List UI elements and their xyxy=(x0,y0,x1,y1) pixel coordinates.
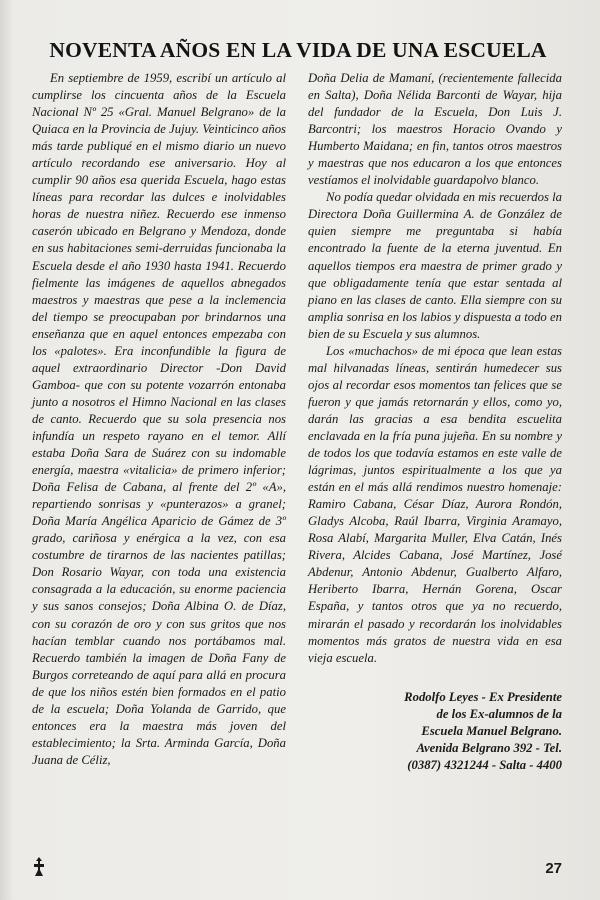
page-number: 27 xyxy=(545,860,562,877)
signature-line: Escuela Manuel Belgrano. xyxy=(421,724,562,739)
column-left xyxy=(32,70,286,870)
signature-line: Rodolfo Leyes - Ex Presidente xyxy=(404,689,562,704)
school-emblem-icon xyxy=(30,856,48,878)
article-body xyxy=(32,70,562,870)
signature-line: (0387) 4321244 - Salta - 4400 xyxy=(407,758,562,773)
paragraph: Los «muchachos» de mi época que lean estas mal hilvanadas líneas, sentirán humedecer sus ojos al recordar esos momentos tan felices que se fueron y que jamás retornarán y ellos, como yo, darán las gracias a esa bendita escuelita enclavada en la fría puna jujeña. En su nombre y de todos los que todavía estamos en este valle de lágrimas, juntos espiritualmente a los que ya están en el más allá rendimos nuestro homenaje: Ramiro Cabana, César Díaz, Aurora Rondón, Gladys Alcoba, Raúl Ibarra, Virginia Aramayo, Rosa Alabí, Margarita Muller, Elva Catán, Inés Rivera, Alcides Cabana, José Martínez, José Abdenur, Antonio Abdenur, Gualberto Alfaro, Heriberto Ibarra, Hernán Gorena, Oscar España, y tantos otros que ya no recuerdo, mirarán el pasado y recordarán los inolvidables momentos más gratos de nuestra vida en esa vieja escuela. xyxy=(308,343,562,665)
article-title: NOVENTA AÑOS EN LA VIDA DE UNA ESCUELA xyxy=(49,38,547,62)
signature-block xyxy=(308,689,562,775)
column-right xyxy=(308,70,562,870)
signature-line: Avenida Belgrano 392 - Tel. xyxy=(416,741,562,756)
paragraph: No podía quedar olvidada en mis recuerdos la Directora Doña Guillermina A. de González de quien siempre me preguntaba si había encontrado la fuente de la eterna juventud. En aquellos tiempos era maestra de primer grado y que obligadamente tenía que estar sentada al piano en las clases de canto. Ella siempre con su amplia sonrisa en los labios y dispuesta a todo en bien de su Escuela y sus alumnos. xyxy=(308,190,562,341)
signature-line: de los Ex-alumnos de la xyxy=(436,706,562,721)
paragraph: En septiembre de 1959, escribí un artículo al cumplirse los cincuenta años de la Escuela Nacional Nº 25 «Gral. Manuel Belgrano» de la Quiaca en la Provincia de Jujuy. Veinticinco años más tarde publiqué en el mismo diario un nuevo artículo recordando ese aniversario. Hoy al cumplir 90 años esa querida Escuela, hago estas líneas para recordar las dulces e inolvidables horas de nuestra niñez. Recuerdo ese inmenso caserón ubicado en Belgrano y Mendoza, donde en sus habitaciones semi-derruidas funcionaba la Escuela desde el año 1930 hasta 1941. Recuerdo fielmente las imágenes de aquellos abnegados maestros y maestras que pese a la inclemencia del tiempo se preocupaban por brindarnos una enseñanza que en aquel entonces empezaba con los «palotes». Era inconfundible la figura de aquel extraordinario Director -Don David Gamboa- que con su potente vozarrón entonaba junto a nosotros el Himno Nacional en las clases de canto. Recuerdo que su sola presencia nos infundía un respeto rayano en el temor. Allí estaba Doña Sara de Suárez con su indomable energía, maestra «vitalicia» de primero inferior; Doña Felisa de Cabana, al frente del 2º «A», repartiendo sonrisas y «punterazos» a granel; Doña María Angélica Aparicio de Gámez de 3º grado, cariñosa y enérgica a la vez, con esa costumbre de tirarnos de las nacientes patillas; Don Rosario Wayar, con toda una existencia consagrada a la educación, su enorme paciencia y sus sanos consejos; Doña Albina O. de Díaz, con su corazón de oro y con sus gritos que nos hacían temblar cuando nos portábamos mal. Recuerdo también la imagen de Doña Fany de Burgos correteando de aquí para allá en procura de que los niños estén bien formados en el patio de la escuela; Doña Yolanda de Garrido, que entonces era la maestra más joven del establecimiento; la Srta. Arminda García, Doña Juana de Céliz, xyxy=(32,71,286,767)
paragraph: Doña Delia de Mamaní, (recientemente fallecida en Salta), Doña Nélida Barconti de Wayar, hija del fundador de la Escuela, Don Luis J. Barcontri; los maestros Horacio Ovando y Humberto Maidana; en fin, tantos otros maestros y maestras que nos educaron a los que entonces vestíamos el inolvidable guardapolvo blanco. xyxy=(308,71,562,188)
